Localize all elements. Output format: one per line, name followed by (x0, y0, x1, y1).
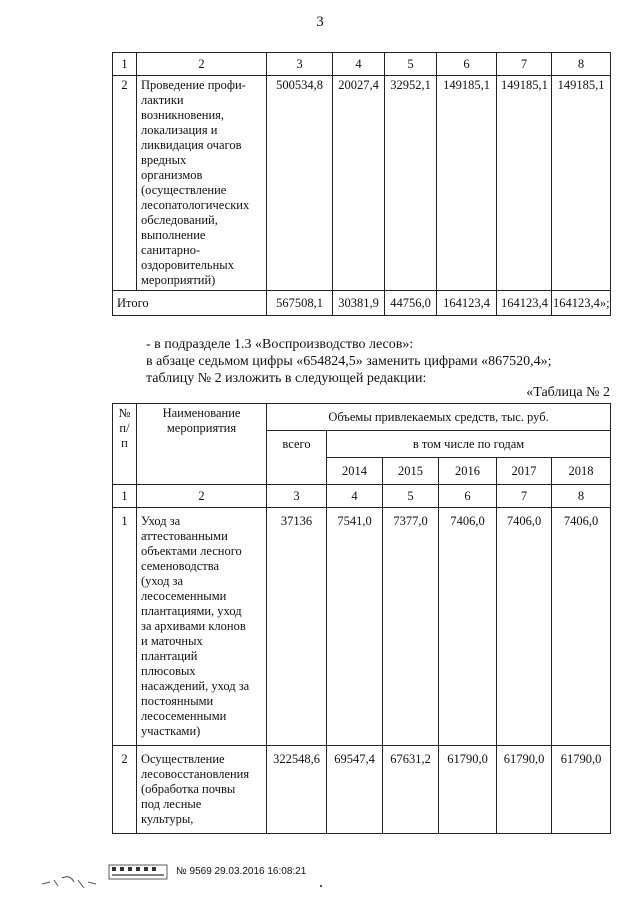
value-cell: 149185,1 (552, 76, 611, 291)
header-by-years: в том числе по годам (327, 431, 611, 458)
year-cell: 2014 (327, 458, 383, 485)
value-cell: 61790,0 (552, 746, 611, 834)
activity-name: Проведение профи- лактики возникновения, локализация и ликвидация очагов вредных организмов (осуществление лесопатологических обследований, выполнение санитарно- оздоровительных мероприятий) (137, 76, 267, 291)
row-number: 2 (113, 76, 137, 291)
activity-name: Осуществление лесовосстановления (обработка почвы под лесные культуры, (137, 746, 267, 834)
header-row (113, 404, 611, 431)
row-number: 2 (113, 746, 137, 834)
table-row (113, 76, 611, 291)
value-cell: 149185,1 (497, 76, 552, 291)
col-num: 2 (137, 53, 267, 76)
value-cell: 500534,8 (267, 76, 333, 291)
col-num: 2 (137, 485, 267, 508)
value-cell: 7377,0 (383, 508, 439, 746)
table-caption: «Таблица № 2 (526, 385, 610, 400)
header-volume: Объемы привлекаемых средств, тыс. руб. (267, 404, 611, 431)
value-cell: 61790,0 (439, 746, 497, 834)
col-num: 5 (383, 485, 439, 508)
col-num: 4 (327, 485, 383, 508)
activity-name: Уход за аттестованными объектами лесного семеноводства (уход за лесосеменными плантациями, уход за архивами клонов и маточных плантаций плюсовых насаждений, уход за постоянными лесосеменными участками) (137, 508, 267, 746)
total-value: 164123,4»; (552, 291, 611, 316)
total-row (113, 291, 611, 316)
total-value: 30381,9 (333, 291, 385, 316)
total-value: 164123,4 (497, 291, 552, 316)
value-cell: 149185,1 (437, 76, 497, 291)
table-row (113, 508, 611, 746)
col-num: 7 (497, 53, 552, 76)
value-cell: 69547,4 (327, 746, 383, 834)
value-cell: 61790,0 (497, 746, 552, 834)
registry-stamp-icon (108, 862, 168, 880)
col-num: 1 (113, 53, 137, 76)
row-number: 1 (113, 508, 137, 746)
amendment-paragraph-2: в абзаце седьмом цифры «654824,5» заменить цифрами «867520,4»; (146, 354, 552, 369)
value-cell: 67631,2 (383, 746, 439, 834)
column-number-row (113, 53, 611, 76)
page-number: 3 (316, 14, 324, 30)
col-num: 7 (497, 485, 552, 508)
value-cell: 37136 (267, 508, 327, 746)
value-cell: 322548,6 (267, 746, 327, 834)
amendment-paragraph-1: - в подразделе 1.3 «Воспроизводство лесов»: (146, 337, 414, 352)
year-cell: 2016 (439, 458, 497, 485)
col-num: 6 (439, 485, 497, 508)
scan-dot (320, 885, 322, 887)
table-2 (112, 403, 611, 834)
year-cell: 2015 (383, 458, 439, 485)
continuation-table (112, 52, 611, 316)
col-num: 5 (385, 53, 437, 76)
header-name: Наименование мероприятия (137, 404, 267, 485)
total-value: 164123,4 (437, 291, 497, 316)
col-num: 4 (333, 53, 385, 76)
year-cell: 2017 (497, 458, 552, 485)
col-num: 6 (437, 53, 497, 76)
col-num: 8 (552, 485, 611, 508)
value-cell: 7541,0 (327, 508, 383, 746)
col-num: 1 (113, 485, 137, 508)
year-cell: 2018 (552, 458, 611, 485)
amendment-paragraph-3: таблицу № 2 изложить в следующей редакции: (146, 371, 427, 386)
header-no: № п/п (113, 404, 137, 485)
table-row (113, 746, 611, 834)
col-num: 3 (267, 53, 333, 76)
value-cell: 32952,1 (385, 76, 437, 291)
total-value: 567508,1 (267, 291, 333, 316)
total-label: Итого (113, 291, 267, 316)
column-number-row (113, 485, 611, 508)
value-cell: 20027,4 (333, 76, 385, 291)
col-num: 8 (552, 53, 611, 76)
value-cell: 7406,0 (552, 508, 611, 746)
value-cell: 7406,0 (497, 508, 552, 746)
col-num: 3 (267, 485, 327, 508)
header-total: всего (267, 431, 327, 485)
value-cell: 7406,0 (439, 508, 497, 746)
scan-mark-icon (40, 870, 100, 890)
total-value: 44756,0 (385, 291, 437, 316)
document-registration-mark: № 9569 29.03.2016 16:08:21 (176, 866, 307, 877)
